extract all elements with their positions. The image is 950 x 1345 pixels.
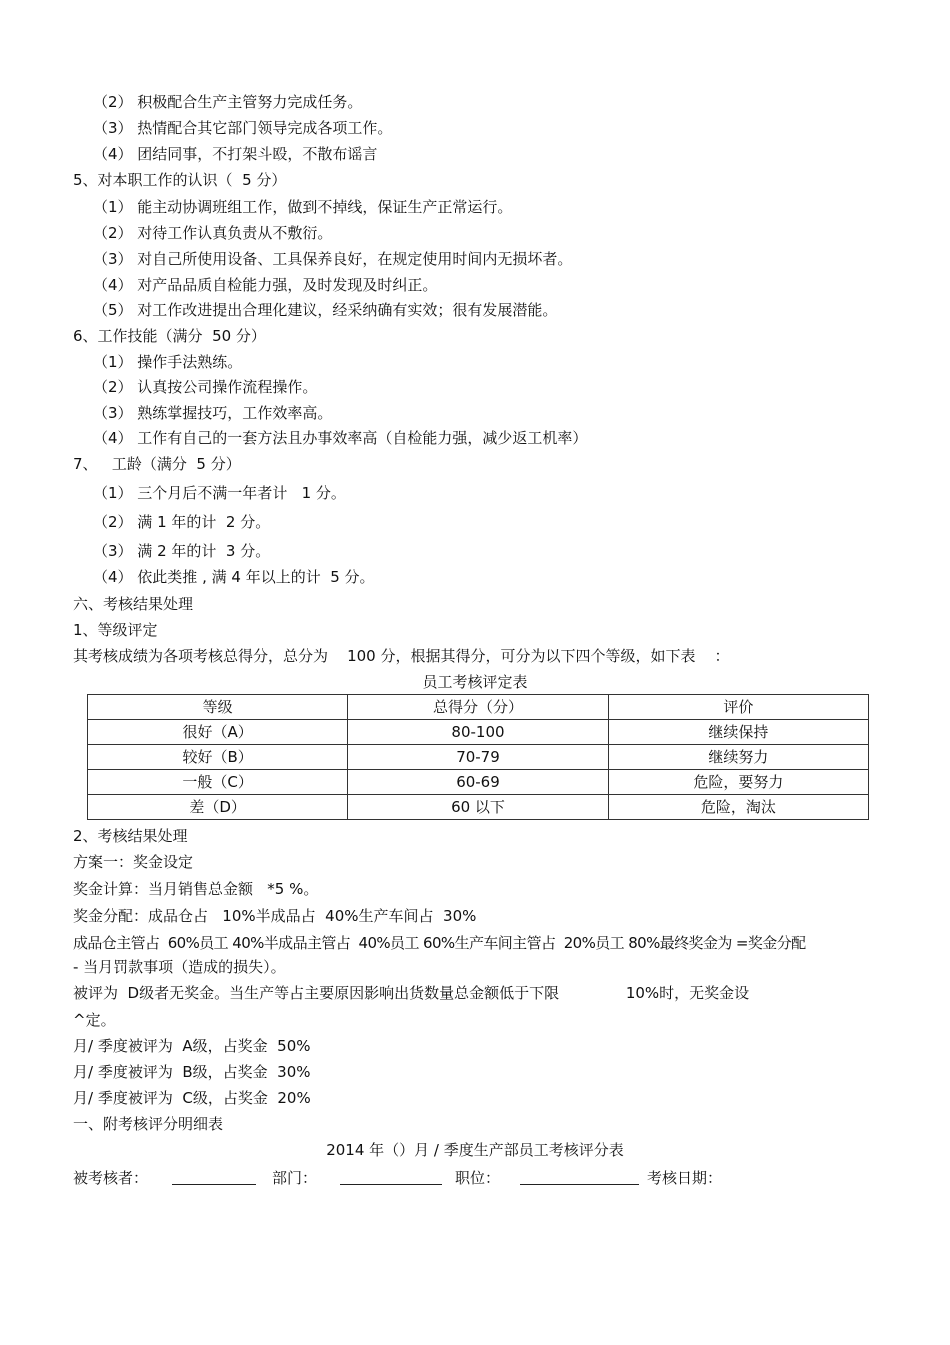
position-blank xyxy=(520,1170,639,1185)
department-blank xyxy=(340,1170,442,1185)
paragraph: 成品仓主管占 60%员工 40%半成品主管占 40%员工 60%生产车间主管占 20%员工 80%最终奖金为 =奖金分配 xyxy=(73,934,806,952)
section-heading: 5、对本职工作的认识（ 5 分） xyxy=(73,171,287,189)
table-cell: 较好（B） xyxy=(88,745,348,770)
section-heading: 6、工作技能（满分 50 分） xyxy=(73,327,266,345)
section-heading: 1、等级评定 xyxy=(73,621,158,639)
assessment-date-label: 考核日期： xyxy=(647,1169,723,1187)
list-item: （2） 满 1 年的计 2 分。 xyxy=(93,513,271,531)
table-cell: 差（D） xyxy=(88,795,348,820)
table-row xyxy=(88,720,869,745)
form-title: 2014 年（）月 / 季度生产部员工考核评分表 xyxy=(326,1141,624,1159)
assessee-label: 被考核者： xyxy=(73,1169,149,1187)
list-item: （4） 工作有自己的一套方法且办事效率高（自检能力强，减少返工机率） xyxy=(93,429,588,447)
paragraph: ^定。 xyxy=(73,1011,116,1029)
list-item: （3） 熟练掌握技巧，工作效率高。 xyxy=(93,404,333,422)
section-heading: 六、考核结果处理 xyxy=(73,595,194,613)
section-heading: 一、附考核评分明细表 xyxy=(73,1115,224,1133)
list-item: （4） 对产品品质自检能力强，及时发现及时纠正。 xyxy=(93,276,438,294)
column-header: 评价 xyxy=(608,695,868,720)
table-cell: 60-69 xyxy=(348,770,608,795)
column-header: 总得分（分） xyxy=(348,695,608,720)
table-cell: 80-100 xyxy=(348,720,608,745)
table-row xyxy=(88,745,869,770)
section-heading: 2、考核结果处理 xyxy=(73,827,188,845)
paragraph: - 当月罚款事项（造成的损失）。 xyxy=(73,958,286,976)
paragraph: 被评为 D级者无奖金。当生产等占主要原因影响出货数量总金额低于下限 10%时，无奖金设 xyxy=(73,984,750,1002)
list-item: （3） 对自己所使用设备、工具保养良好，在规定使用时间内无损坏者。 xyxy=(93,250,573,268)
paragraph: 其考核成绩为各项考核总得分，总分为 100 分，根据其得分，可分为以下四个等级，如下表 ： xyxy=(73,647,730,665)
list-item: （4） 团结同事，不打架斗殴，不散布谣言 xyxy=(93,145,378,163)
table-cell: 危险，淘汰 xyxy=(608,795,868,820)
position-label: 职位： xyxy=(455,1169,501,1187)
table-cell: 危险，要努力 xyxy=(608,770,868,795)
list-item: （1） 操作手法熟练。 xyxy=(93,353,243,371)
table-cell: 60 以下 xyxy=(348,795,608,820)
paragraph: 月/ 季度被评为 B级，占奖金 30% xyxy=(73,1063,311,1081)
table-cell: 很好（A） xyxy=(88,720,348,745)
assessee-blank xyxy=(172,1170,256,1185)
paragraph: 奖金分配：成品仓占 10%半成品占 40%生产车间占 30% xyxy=(73,907,477,925)
table-cell: 70-79 xyxy=(348,745,608,770)
section-heading: 7、 工龄（满分 5 分） xyxy=(73,455,241,473)
paragraph: 方案一：奖金设定 xyxy=(73,853,194,871)
list-item: （5） 对工作改进提出合理化建议，经采纳确有实效；很有发展潜能。 xyxy=(93,301,558,319)
grade-table xyxy=(87,694,869,820)
table-header-row xyxy=(88,695,869,720)
table-cell: 继续保持 xyxy=(608,720,868,745)
table-row xyxy=(88,795,869,820)
list-item: （1） 三个月后不满一年者计 1 分。 xyxy=(93,484,346,502)
table-cell: 继续努力 xyxy=(608,745,868,770)
column-header: 等级 xyxy=(88,695,348,720)
list-item: （3） 满 2 年的计 3 分。 xyxy=(93,542,271,560)
table-caption: 员工考核评定表 xyxy=(422,673,528,691)
list-item: （2） 积极配合生产主管努力完成任务。 xyxy=(93,93,363,111)
list-item: （2） 认真按公司操作流程操作。 xyxy=(93,378,318,396)
paragraph: 月/ 季度被评为 A级，占奖金 50% xyxy=(73,1037,311,1055)
list-item: （4） 依此类推 , 满 4 年以上的计 5 分。 xyxy=(93,568,375,586)
table-row xyxy=(88,770,869,795)
list-item: （1） 能主动协调班组工作，做到不掉线，保证生产正常运行。 xyxy=(93,198,513,216)
department-label: 部门： xyxy=(272,1169,318,1187)
paragraph: 奖金计算：当月销售总金额 *5 %。 xyxy=(73,880,319,898)
list-item: （2） 对待工作认真负责从不敷衍。 xyxy=(93,224,333,242)
list-item: （3） 热情配合其它部门领导完成各项工作。 xyxy=(93,119,393,137)
paragraph: 月/ 季度被评为 C级，占奖金 20% xyxy=(73,1089,311,1107)
table-cell: 一般（C） xyxy=(88,770,348,795)
